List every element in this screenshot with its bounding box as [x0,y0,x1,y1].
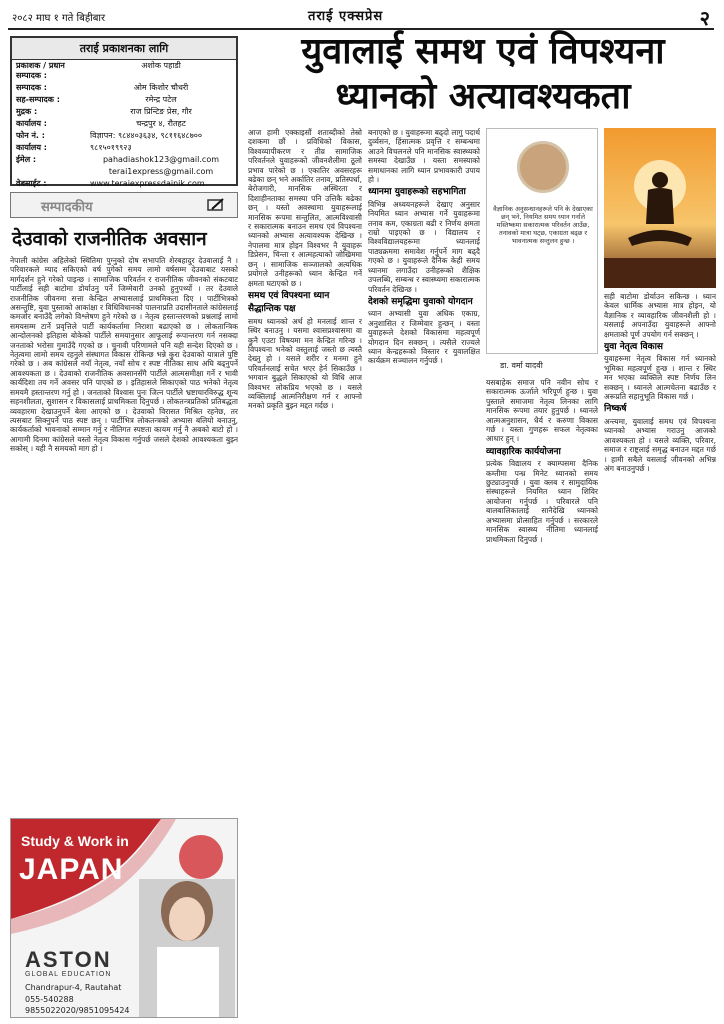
article-paragraph: सही बाटोमा डोर्याउन सकिन्छ । ध्यान केवल धार्मिक अभ्यास मात्र होइन, यो वैज्ञानिक र व्यावहारिक जीवनशैली हो । यसलाई अपनाउँदा युवाहरूले आफ्नो क्षमताको पूर्ण उपयोग गर्न सक्छन् । [604,292,716,339]
imprint-row: सम्पादक : ओम किशोर चौधरी [16,83,189,92]
editorial-body: नेपाली कांग्रेस अहिलेको स्थितिमा पुग्नुको दोष सभापति शेरबहादुर देउवालाई नै । परिवारकले म्याद सकिएको वर्ष पुगेको समय लामो वर्षसम्म देउवाबाट यसको मार्गदर्शन हुने गरेको पाइन्छ । सामाजिक परिवर्तन र राजनीतिक जीवनको संकटबाट पार्टीलाई सही बाटोमा डोर्याउनु पर्ने जिम्मेवारी उनको हुनुपर्थ्यो । तर देउवाले राजनीतिक जीवनमा सत्ता केन्द्रित अभ्यासलाई प्राथमिकता दिए । पार्टीभित्रको असन्तुष्टि, युवा पुस्ताको आकांक्षा र विधिविधानको पालनाप्रति उदासीनताले कांग्रेसलाई कमजोर बनाउँदै लगेको विश्लेषण हुने गरेको छ । नेतृत्व हस्तान्तरणको प्रश्नलाई लामो समयसम्म टार्ने प्रवृत्तिले पार्टी कार्यकर्तामा निराशा बढाएको छ । लोकतान्त्रिक आन्दोलनको इतिहास बोकेको पार्टीले समयानुसार आफूलाई रूपान्तरण गर्न नसक्दा जनताको भरोसा गुमाउँदै गएको छ । चुनावी परिणामले पनि यही सन्देश दिएको छ । नेतृत्वमा लामो समय रहनुले संस्थागत विकास रोकिन्छ भन्ने कुरा देउवाको यात्राले पुष्टि गरेको छ । अब कांग्रेसले नयाँ नेतृत्व, नयाँ सोच र स्पष्ट नीतिका साथ अघि बढ्नुपर्ने आवश्यकता छ । देउवाको राजनीतिक अवसानसँगै पार्टीले आत्मसमीक्षा गर्ने र भावी कार्यदिशा तय गर्ने अवसर पनि पाएको छ । इतिहासले सिकाएको पाठ भनेको नेतृत्व समयमै हस्तान्तरण गर्नु हो । जनताको विश्वास पुनः जित्न पार्टीले भ्रष्टाचारविरुद्ध शून्य सहनशीलता, सुशासन र विकासलाई प्राथमिकता दिनुपर्छ । लोकतन्त्रप्रतिको प्रतिबद्धता व्यवहारमा देखाउनुपर्ने बेला आएको छ । देउवाको विरासत मिश्रित रहनेछ, तर त्यसबाट सिक्नुपर्ने पाठ स्पष्ट छन् । पार्टीभित्र लोकतन्त्रको अभ्यास बलियो बनाउनु, कार्यकर्ताको भावनाको सम्मान गर्नु र नीतिगत स्पष्टता कायम गर्नु नै अबको बाटो हो । आगामी दिनमा कांग्रेसले यस्तो नेतृत्व विकास गर्नुपर्छ जसले देशको आवश्यकता बुझ्न सकोस् । यही नै समयको माग हो । [10,256,238,454]
article-paragraph: युवाहरूमा नेतृत्व विकास गर्न ध्यानको भूमिका महत्वपूर्ण हुन्छ । शान्त र स्थिर मन भएका व्यक्तिले स्पष्ट निर्णय लिन सक्छन् । ध्यानले आत्मचेतना बढाउँछ र अरूप्रति सहानुभूति विकास गर्छ । [604,354,716,402]
article-headline [248,30,718,120]
article-column-2 [368,128,480,1018]
article-paragraph: ध्यान अभ्यासी युवा अधिक एकाग्र, अनुशासित र जिम्मेवार हुन्छन् । यस्ता युवाहरूले देशको विकासमा महत्वपूर्ण योगदान दिन सक्छन् । त्यसैले राज्यले ध्यान केन्द्रहरूको विस्तार र युवालक्षित कार्यक्रम सञ्चालन गर्नुपर्छ । [368,309,480,366]
article-subheading: सैद्धान्तिक पक्ष [248,304,296,315]
ad-address: Chandrapur-4, Rautahat [25,983,122,992]
imprint-row: terai1express@gmail.com [108,167,214,176]
dateline: २०८२ माघ १ गते बिहीबार [12,13,106,24]
ad-brand: ASTON [25,947,112,972]
article-subheading: युवा नेतृत्व विकास [604,342,663,353]
editorial-band [10,192,238,218]
article-paragraph: यसबाहेक समाज पनि नवीन सोच र सकारात्मक ऊर्जाले भरिपूर्ण हुन्छ । युवा पुस्ताले समाजमा नेतृत्व लिनका लागि मानसिक रूपमा तयार हुनुपर्छ । ध्यानले आत्मअनुशासन, धैर्य र करुणा विकास गर्छ । यस्ता गुणहरू सफल नेतृत्वका आधार हुन् । [486,378,598,444]
page-header [8,4,714,30]
article-column-1 [248,128,362,1018]
article-headline-line2: ध्यानको अत्यावश्यकता [335,76,631,117]
article-paragraph: अन्त्यमा, युवालाई समथ एवं विपश्यना ध्यानको अभ्यास गराउनु आजको आवश्यकता हो । यसले व्यक्ति, परिवार, समाज र राष्ट्रलाई समृद्ध बनाउन मद्दत गर्छ । हामी सबैले यसलाई जीवनको अभिन्न अंग बनाउनुपर्छ । [604,416,716,473]
article-subheading: निष्कर्ष [604,404,627,415]
imprint-row: फोन नं. : विज्ञापन: ९८४४०३६३४, ९८११६४८७०० [16,131,203,140]
imprint-row: कार्यालय : ९८१५०१९९२३ [16,143,132,152]
japan-study-ad[interactable] [10,818,238,1018]
article-paragraph: विभिन्न अध्ययनहरूले देखाए अनुसार नियमित ध्यान अभ्यास गर्ने युवाहरूमा तनाव कम, एकाग्रता बढी र निर्णय क्षमता राम्रो पाइएको छ । विद्यालय र विश्वविद्यालयहरूमा ध्यानलाई पाठ्यक्रममा समावेश गर्नुपर्ने माग बढ्दै गएको छ । युवाहरूले दैनिक केही समय ध्यानमा लगाउँदा उनीहरूको शैक्षिक उपलब्धि, सम्बन्ध र स्वास्थ्यमा सकारात्मक परिवर्तन देखिन्छ । [368,199,480,294]
imprint-box [10,36,238,186]
ad-brand-sub: GLOBAL EDUCATION [25,971,112,978]
editorial-label: सम्पादकीय [41,200,93,215]
photo-caption: वैज्ञानिक अनुसन्धानहरूले पनि के देखाएका छन् भने, नियमित समय ध्यान गर्नाले मस्तिष्कमा सकारात्मक परिवर्तन आउँछ, तनावको मात्रा घट्छ, एकाग्रता बढ्छ र भावनात्मक सन्तुलन हुन्छ । [493,205,593,245]
imprint-row: सह-सम्पादक : रमेन्द्र पटेल [16,95,177,104]
ad-phone-1: 055-540288 [25,995,74,1004]
article-subheading: समथ एवं विपश्यना ध्यान [248,290,330,301]
article-paragraph: समथ ध्यानको अर्थ हो मनलाई शान्त र स्थिर बनाउनु । यसमा श्वासप्रश्वासमा वा कुनै एउटा विषयमा मन केन्द्रित गरिन्छ । विपश्यना भनेको वस्तुलाई जस्तो छ त्यस्तै देख्नु हो । यसले शरीर र मनमा हुने परिवर्तनलाई सचेत भएर हेर्न सिकाउँछ । भगवान बुद्धले सिकाएको यो विधि आज विश्वभर लोकप्रिय भएको छ । यसले व्यक्तिलाई आत्मनिरीक्षण गर्न र आफ्नो मनको प्रकृति बुझ्न मद्दत गर्दछ । [248,316,362,411]
ad-phone-2: 9855022020/9851095424 [25,1006,130,1015]
editorial-headline: देउवाको राजनीतिक अवसान [12,228,207,250]
imprint-row: कार्यालय : चन्द्रपुर ४, रौतहट [16,119,186,128]
page-number: २ [699,6,710,30]
monk-photo [486,128,598,354]
imprint-row: प्रकाशक / प्रधान सम्पादक : अशोक पहाडी [16,61,181,80]
article-paragraph: आज हामी एक्काइसौं शताब्दीको तेस्रो दशकमा छौं । प्रविधिको विकास, विश्वव्यापीकरण र तीव्र सामाजिक परिवर्तनले युवाहरूको जीवनशैलीमा ठूलो प्रभाव पारेको छ । एकातिर अवसरहरू बढेका छन् भने अर्कातिर तनाव, प्रतिस्पर्धा, बेरोजगारी, मानसिक अस्थिरता र दिशाहीनताका समस्या पनि उत्तिकै बढेका छन् । यस्तो अवस्थामा युवाहरूलाई मानसिक रूपमा सन्तुलित, आत्मविश्वासी र सकारात्मक बनाउन समथ एवं विपश्यना ध्यानको अभ्यास अत्यावश्यक देखिन्छ । नेपालमा मात्र होइन विश्वभर नै युवाहरू डिप्रेसन, चिन्ता र आत्महत्याको जोखिममा छन् । सामाजिक सञ्जालको अत्यधिक प्रयोगले उनीहरूको ध्यान केन्द्रित गर्ने क्षमता घटाएको छ । [248,128,362,288]
ad-study-text: Study & Work in [21,833,129,849]
article-headline-line1: युवालाई समथ एवं विपश्यना [301,31,665,72]
article-column-3 [486,378,598,1018]
byline: डा. वर्मा यादवी [500,361,543,370]
article-subheading: देशको समृद्धिमा युवाको योगदान [368,296,473,307]
article-subheading: व्यावहारिक कार्ययोजना [486,446,561,457]
ad-country-text: JAPAN [19,853,124,886]
imprint-row: मुद्रक : राज प्रिन्टिङ प्रेस, गौर [16,107,192,116]
masthead: तराई एक्सप्रेस [308,9,384,24]
article-paragraph: प्रत्येक विद्यालय र क्याम्पसमा दैनिक कम्तीमा पन्ध्र मिनेट ध्यानको समय छुट्याउनुपर्छ । युवा क्लब र सामुदायिक संस्थाहरूले नियमित ध्यान शिविर आयोजना गर्नुपर्छ । परिवारले पनि बालबालिकालाई सानैदेखि ध्यानको अभ्यासमा प्रोत्साहित गर्नुपर्छ । सरकारले मानसिक स्वास्थ्य नीतिमा ध्यानलाई प्राथमिकता दिनुपर्छ । [486,459,598,544]
pen-icon [207,197,225,213]
meditation-photo [604,128,716,288]
article-paragraph: बनाएको छ । युवाहरूमा बढ्दो लागु पदार्थ दुर्व्यसन, हिंसात्मक प्रवृत्ति र सम्बन्धमा आउने विचलनले पनि मानसिक स्वास्थ्यको समस्या देखाउँछ । यस्ता समस्याको समाधानका लागि ध्यान प्रभावकारी उपाय हो । [368,128,480,185]
imprint-row: वेबसाईट : www.teraiexpressdainik.com [16,179,205,188]
imprint-title: तराई प्रकाशनका लागि [12,38,236,60]
article-column-4 [604,292,716,1018]
imprint-row: ईमेल : pahadiashok123@gmail.com [16,155,220,164]
monk-portrait [517,141,569,193]
article-subheading: ध्यानमा युवाहरूको सहभागिता [368,187,466,198]
